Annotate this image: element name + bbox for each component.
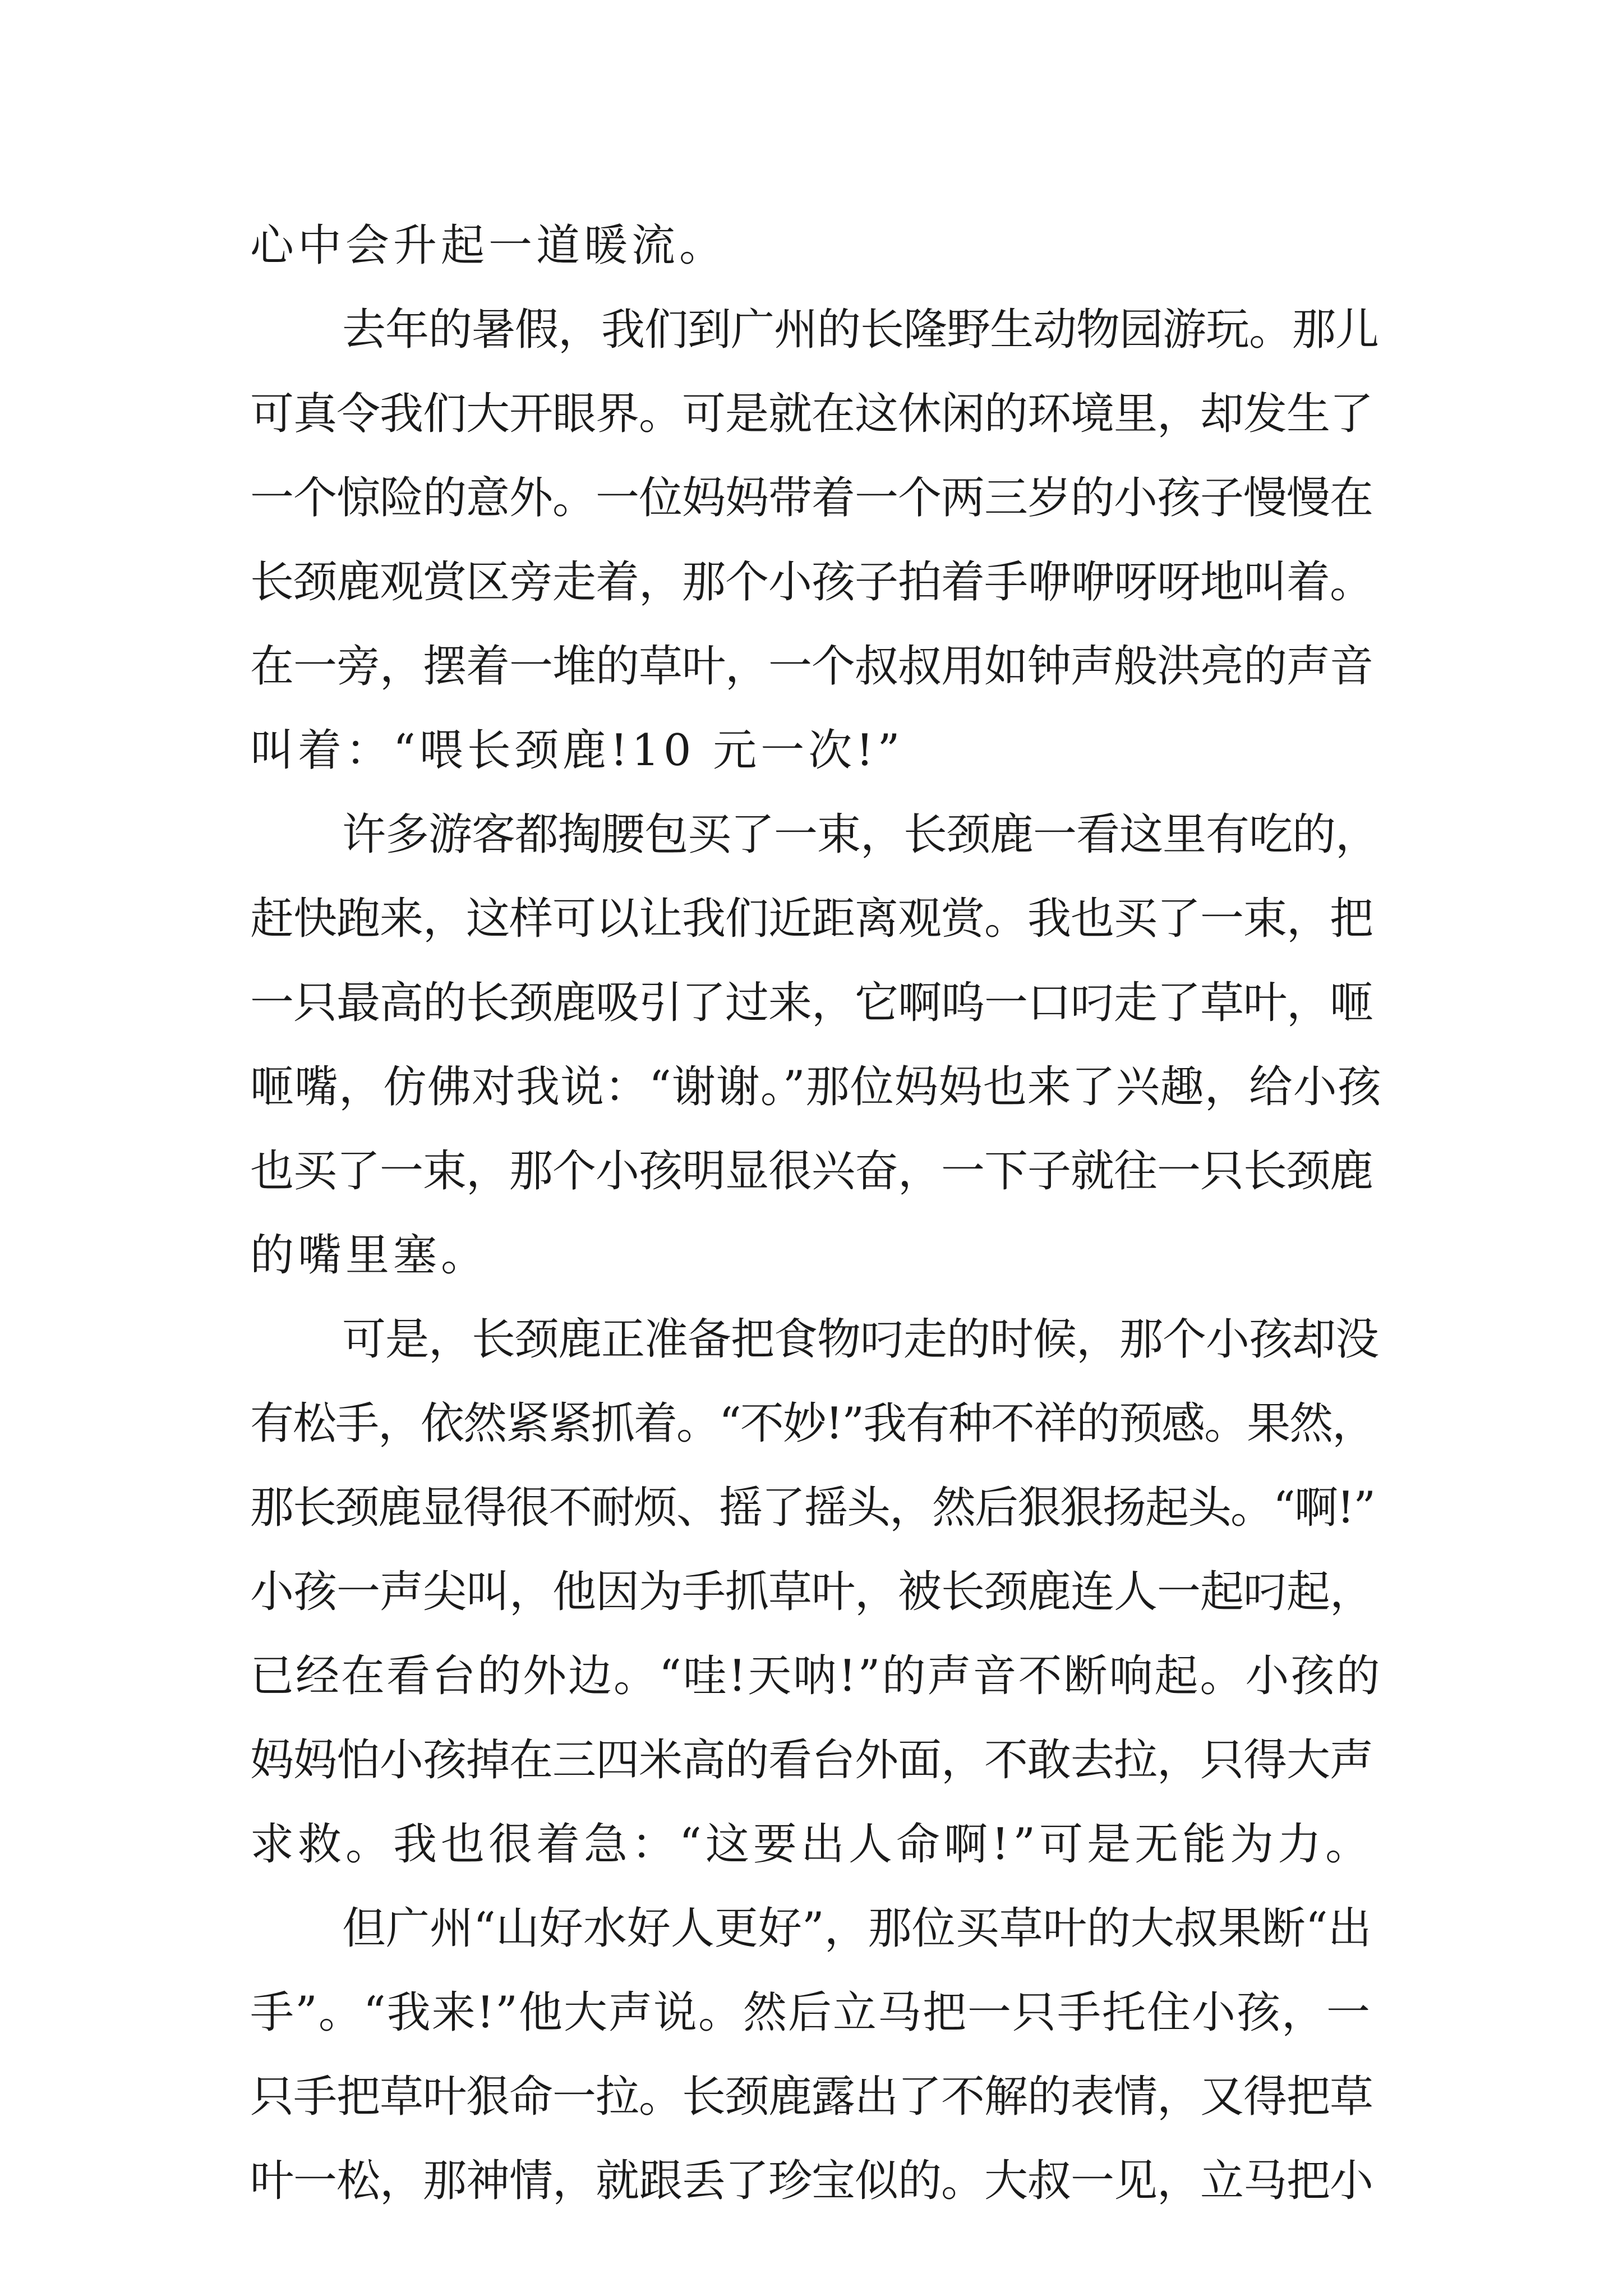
text-line: 许多游客都掏腰包买了一束，长颈鹿一看这里有吃的，: [342, 809, 1379, 860]
text-line: 在一旁，摆着一堆的草叶，一个叔叔用如钟声般洪亮的声音: [250, 641, 1373, 692]
text-line: 求救。我也很着急：“这要出人命啊!”可是无能为力。: [250, 1819, 1373, 1870]
text-line: 有松手，依然紧紧抓着。“不妙!”我有种不祥的预感。果然，: [250, 1398, 1375, 1449]
text-line: 叫着：“喂长颈鹿!10 元一次!”: [250, 725, 904, 776]
text-line: 可是，长颈鹿正准备把食物叼走的时候，那个小孩却没: [342, 1314, 1379, 1365]
text-line: 只手把草叶狠命一拉。长颈鹿露出了不解的表情，又得把草: [250, 2072, 1373, 2122]
text-line: 赶快跑来，这样可以让我们近距离观赏。我也买了一束，把: [250, 894, 1373, 944]
text-line: 已经在看台的外边。“哇!天呐!”的声音不断响起。小孩的: [250, 1651, 1382, 1701]
text-line: 去年的暑假，我们到广州的长隆野生动物园游玩。那儿: [342, 305, 1379, 355]
text-line: 一个惊险的意外。一位妈妈带着一个两三岁的小孩子慢慢在: [250, 473, 1373, 523]
text-line: 的嘴里塞。: [250, 1230, 489, 1281]
text-line: 心中会升起一道暖流。: [250, 220, 727, 271]
text-line: 也买了一束，那个小孩明显很兴奋，一下子就往一只长颈鹿: [250, 1146, 1373, 1197]
text-line: 咂嘴，仿佛对我说：“谢谢。”那位妈妈也来了兴趣，给小孩: [250, 1062, 1382, 1112]
body-text: [250, 204, 1383, 2223]
text-line: 但广州“山好水好人更好”，那位买草叶的大叔果断“出: [342, 1903, 1372, 1954]
text-line: 可真令我们大开眼界。可是就在这休闲的环境里，却发生了: [250, 389, 1373, 439]
text-line: 妈妈怕小孩掉在三四米高的看台外面，不敢去拉，只得大声: [250, 1735, 1373, 1786]
text-line: 一只最高的长颈鹿吸引了过来，它啊呜一口叼走了草叶，咂: [250, 978, 1373, 1028]
text-line: 手”。“我来!”他大声说。然后立马把一只手托住小孩，一: [250, 1987, 1371, 2038]
text-line: 长颈鹿观赏区旁走着，那个小孩子拍着手咿咿呀呀地叫着。: [250, 557, 1373, 608]
text-line: 小孩一声尖叫，他因为手抓草叶，被长颈鹿连人一起叼起，: [250, 1567, 1373, 1617]
text-line: 叶一松，那神情，就跟丢了珍宝似的。大叔一见，立马把小: [250, 2156, 1373, 2206]
text-line: 那长颈鹿显得很不耐烦、摇了摇头，然后狠狠扬起头。“啊!”: [250, 1483, 1375, 1533]
